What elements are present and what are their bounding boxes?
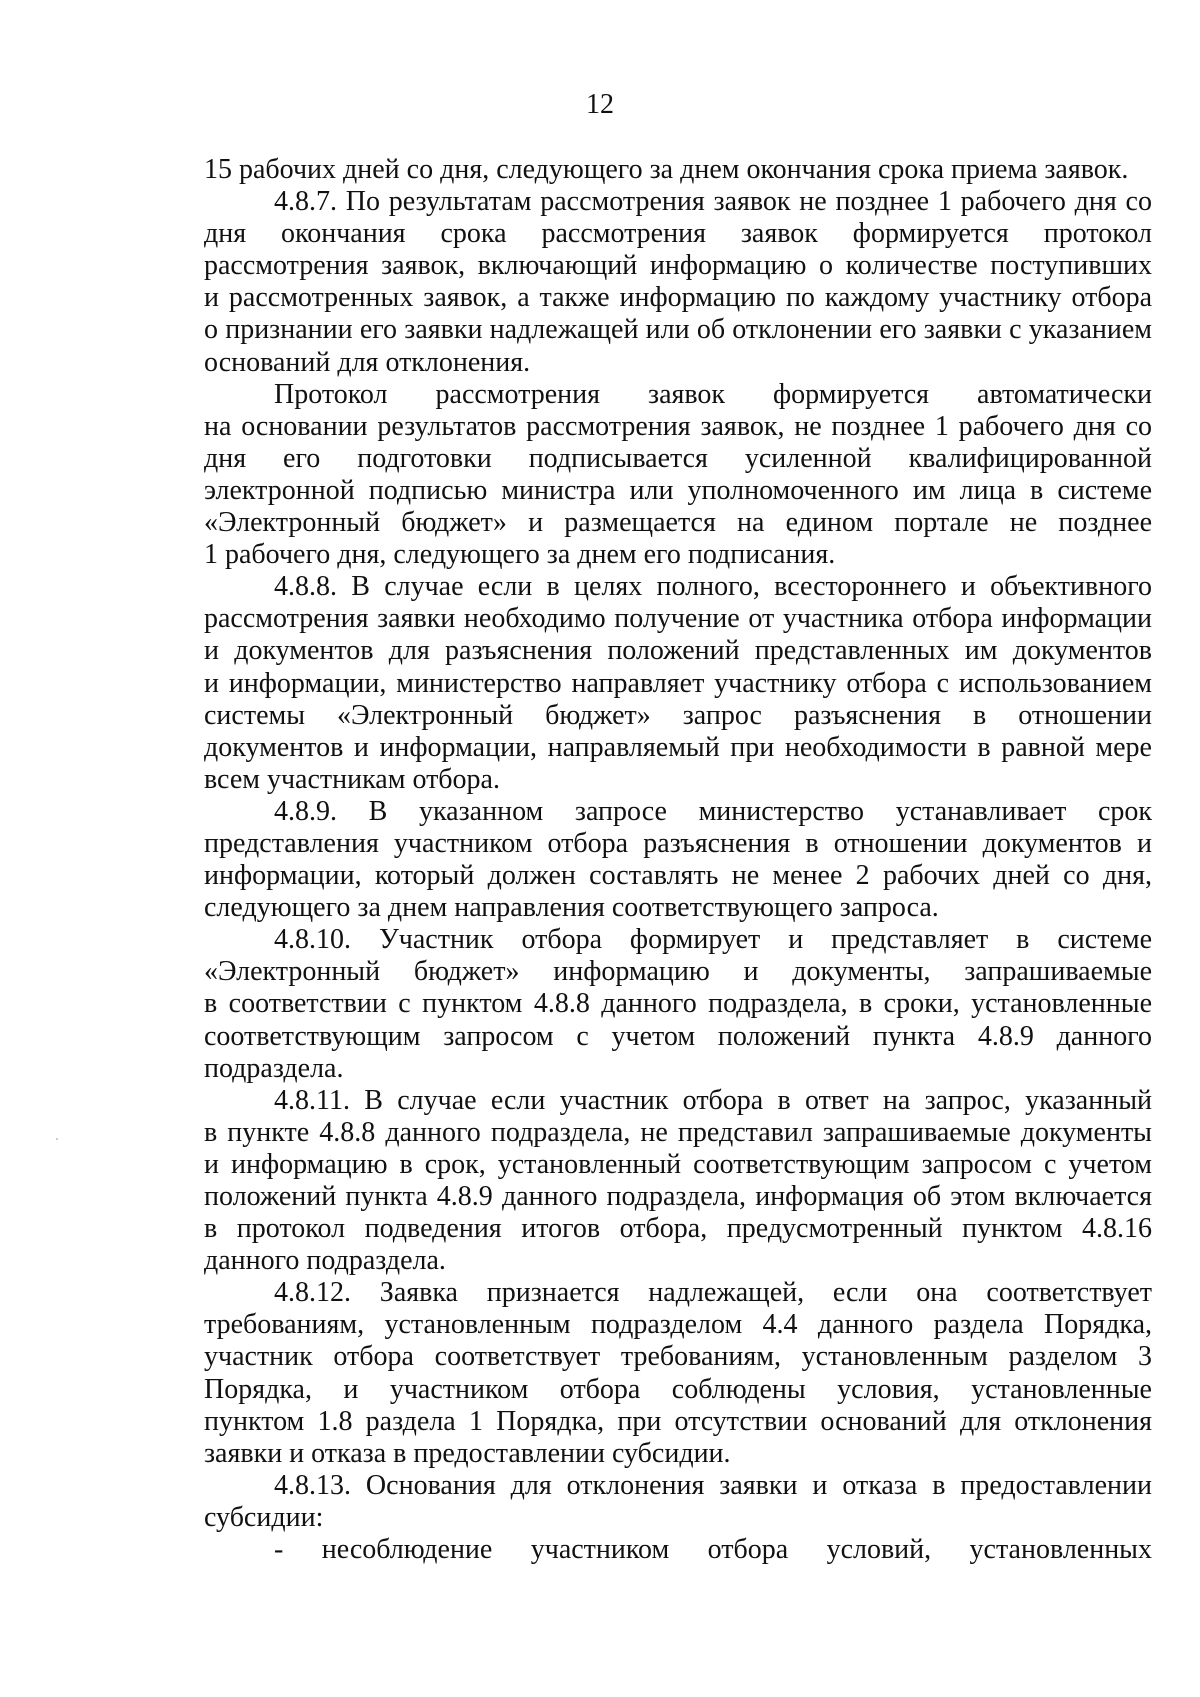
text-line: о признании его заявки надлежащей или об отклонении его заявки с указанием: [204, 314, 1152, 346]
text-line: Протокол рассмотрения заявок формируется автоматически: [274, 378, 1152, 410]
page-number: 12: [586, 89, 614, 120]
text-line: в протокол подведения итогов отбора, предусмотренный пунктом 4.8.16: [204, 1213, 1152, 1245]
text-line: соответствующим запросом с учетом положений пункта 4.8.9 данного: [204, 1020, 1152, 1052]
text-line: участник отбора соответствует требованиям, установленным разделом 3: [204, 1341, 1152, 1373]
text-line: 4.8.7. По результатам рассмотрения заявок не позднее 1 рабочего дня со: [274, 186, 1152, 218]
text-line: 4.8.11. В случае если участник отбора в ответ на запрос, указанный: [274, 1084, 1152, 1116]
text-line: «Электронный бюджет» и размещается на едином портале не позднее: [204, 507, 1152, 539]
text-line: 4.8.8. В случае если в целях полного, всестороннего и объективного: [274, 571, 1152, 603]
text-line: электронной подписью министра или уполномоченного им лица в системе: [204, 474, 1152, 506]
text-line: в пункте 4.8.8 данного подраздела, не представил запрашиваемые документы: [204, 1116, 1152, 1148]
text-line: положений пункта 4.8.9 данного подраздела, информация об этом включается: [204, 1181, 1152, 1212]
text-line: системы «Электронный бюджет» запрос разъяснения в отношении: [204, 699, 1152, 731]
text-line: представления участником отбора разъяснения в отношении документов и: [204, 827, 1152, 859]
text-line: требованиям, установленным подразделом 4.4 данного раздела Порядка,: [204, 1309, 1152, 1341]
text-line: 4.8.13. Основания для отклонения заявки и отказа в предоставлении: [274, 1469, 1152, 1501]
text-line: 4.8.10. Участник отбора формирует и представляет в системе: [274, 924, 1152, 956]
text-line: Порядка, и участником отбора соблюдены условия, установленные: [204, 1373, 1152, 1405]
text-line: заявки и отказа в предоставлении субсидии.: [204, 1437, 731, 1469]
text-line: на основании результатов рассмотрения заявок, не позднее 1 рабочего дня со: [204, 410, 1152, 442]
text-line: в соответствии с пунктом 4.8.8 данного подраздела, в сроки, установленные: [204, 988, 1152, 1020]
text-line: 1 рабочего дня, следующего за днем его подписания.: [204, 539, 836, 571]
text-line: пунктом 1.8 раздела 1 Порядка, при отсутствии оснований для отклонения: [204, 1405, 1152, 1437]
scan-speck: [56, 1138, 58, 1140]
text-line: 15 рабочих дней со дня, следующего за днем окончания срока приема заявок.: [204, 154, 1129, 185]
text-line: рассмотрения заявок, включающий информацию о количестве поступивших: [204, 250, 1152, 282]
text-line: рассмотрения заявки необходимо получение от участника отбора информации: [204, 603, 1152, 635]
text-line: «Электронный бюджет» информацию и документы, запрашиваемые: [204, 956, 1152, 988]
text-line: данного подраздела.: [204, 1245, 446, 1277]
text-line: и документов для разъяснения положений представленных им документов: [204, 635, 1152, 667]
text-line: дня его подготовки подписывается усиленной квалифицированной: [204, 442, 1152, 474]
text-line: всем участникам отбора.: [204, 763, 500, 795]
text-line: подраздела.: [204, 1052, 344, 1084]
text-line: дня окончания срока рассмотрения заявок формируется протокол: [204, 218, 1152, 250]
text-line: документов и информации, направляемый при необходимости в равной мере: [204, 731, 1152, 763]
document-body: [204, 154, 1152, 1566]
text-line: следующего за днем направления соответствующего запроса.: [204, 892, 939, 924]
text-line: информации, который должен составлять не менее 2 рабочих дней со дня,: [204, 860, 1152, 892]
text-line: оснований для отклонения.: [204, 346, 531, 378]
text-line: и информации, министерство направляет участнику отбора с использованием: [204, 667, 1152, 699]
text-line: - несоблюдение участником отбора условий, установленных: [274, 1534, 1152, 1566]
text-line: 4.8.9. В указанном запросе министерство устанавливает срок: [274, 795, 1152, 827]
text-line: и рассмотренных заявок, а также информацию по каждому участнику отбора: [204, 282, 1152, 314]
text-line: и информацию в срок, установленный соответствующим запросом с учетом: [204, 1148, 1152, 1180]
text-line: субсидии:: [204, 1501, 324, 1533]
text-line: 4.8.12. Заявка признается надлежащей, если она соответствует: [274, 1277, 1152, 1309]
